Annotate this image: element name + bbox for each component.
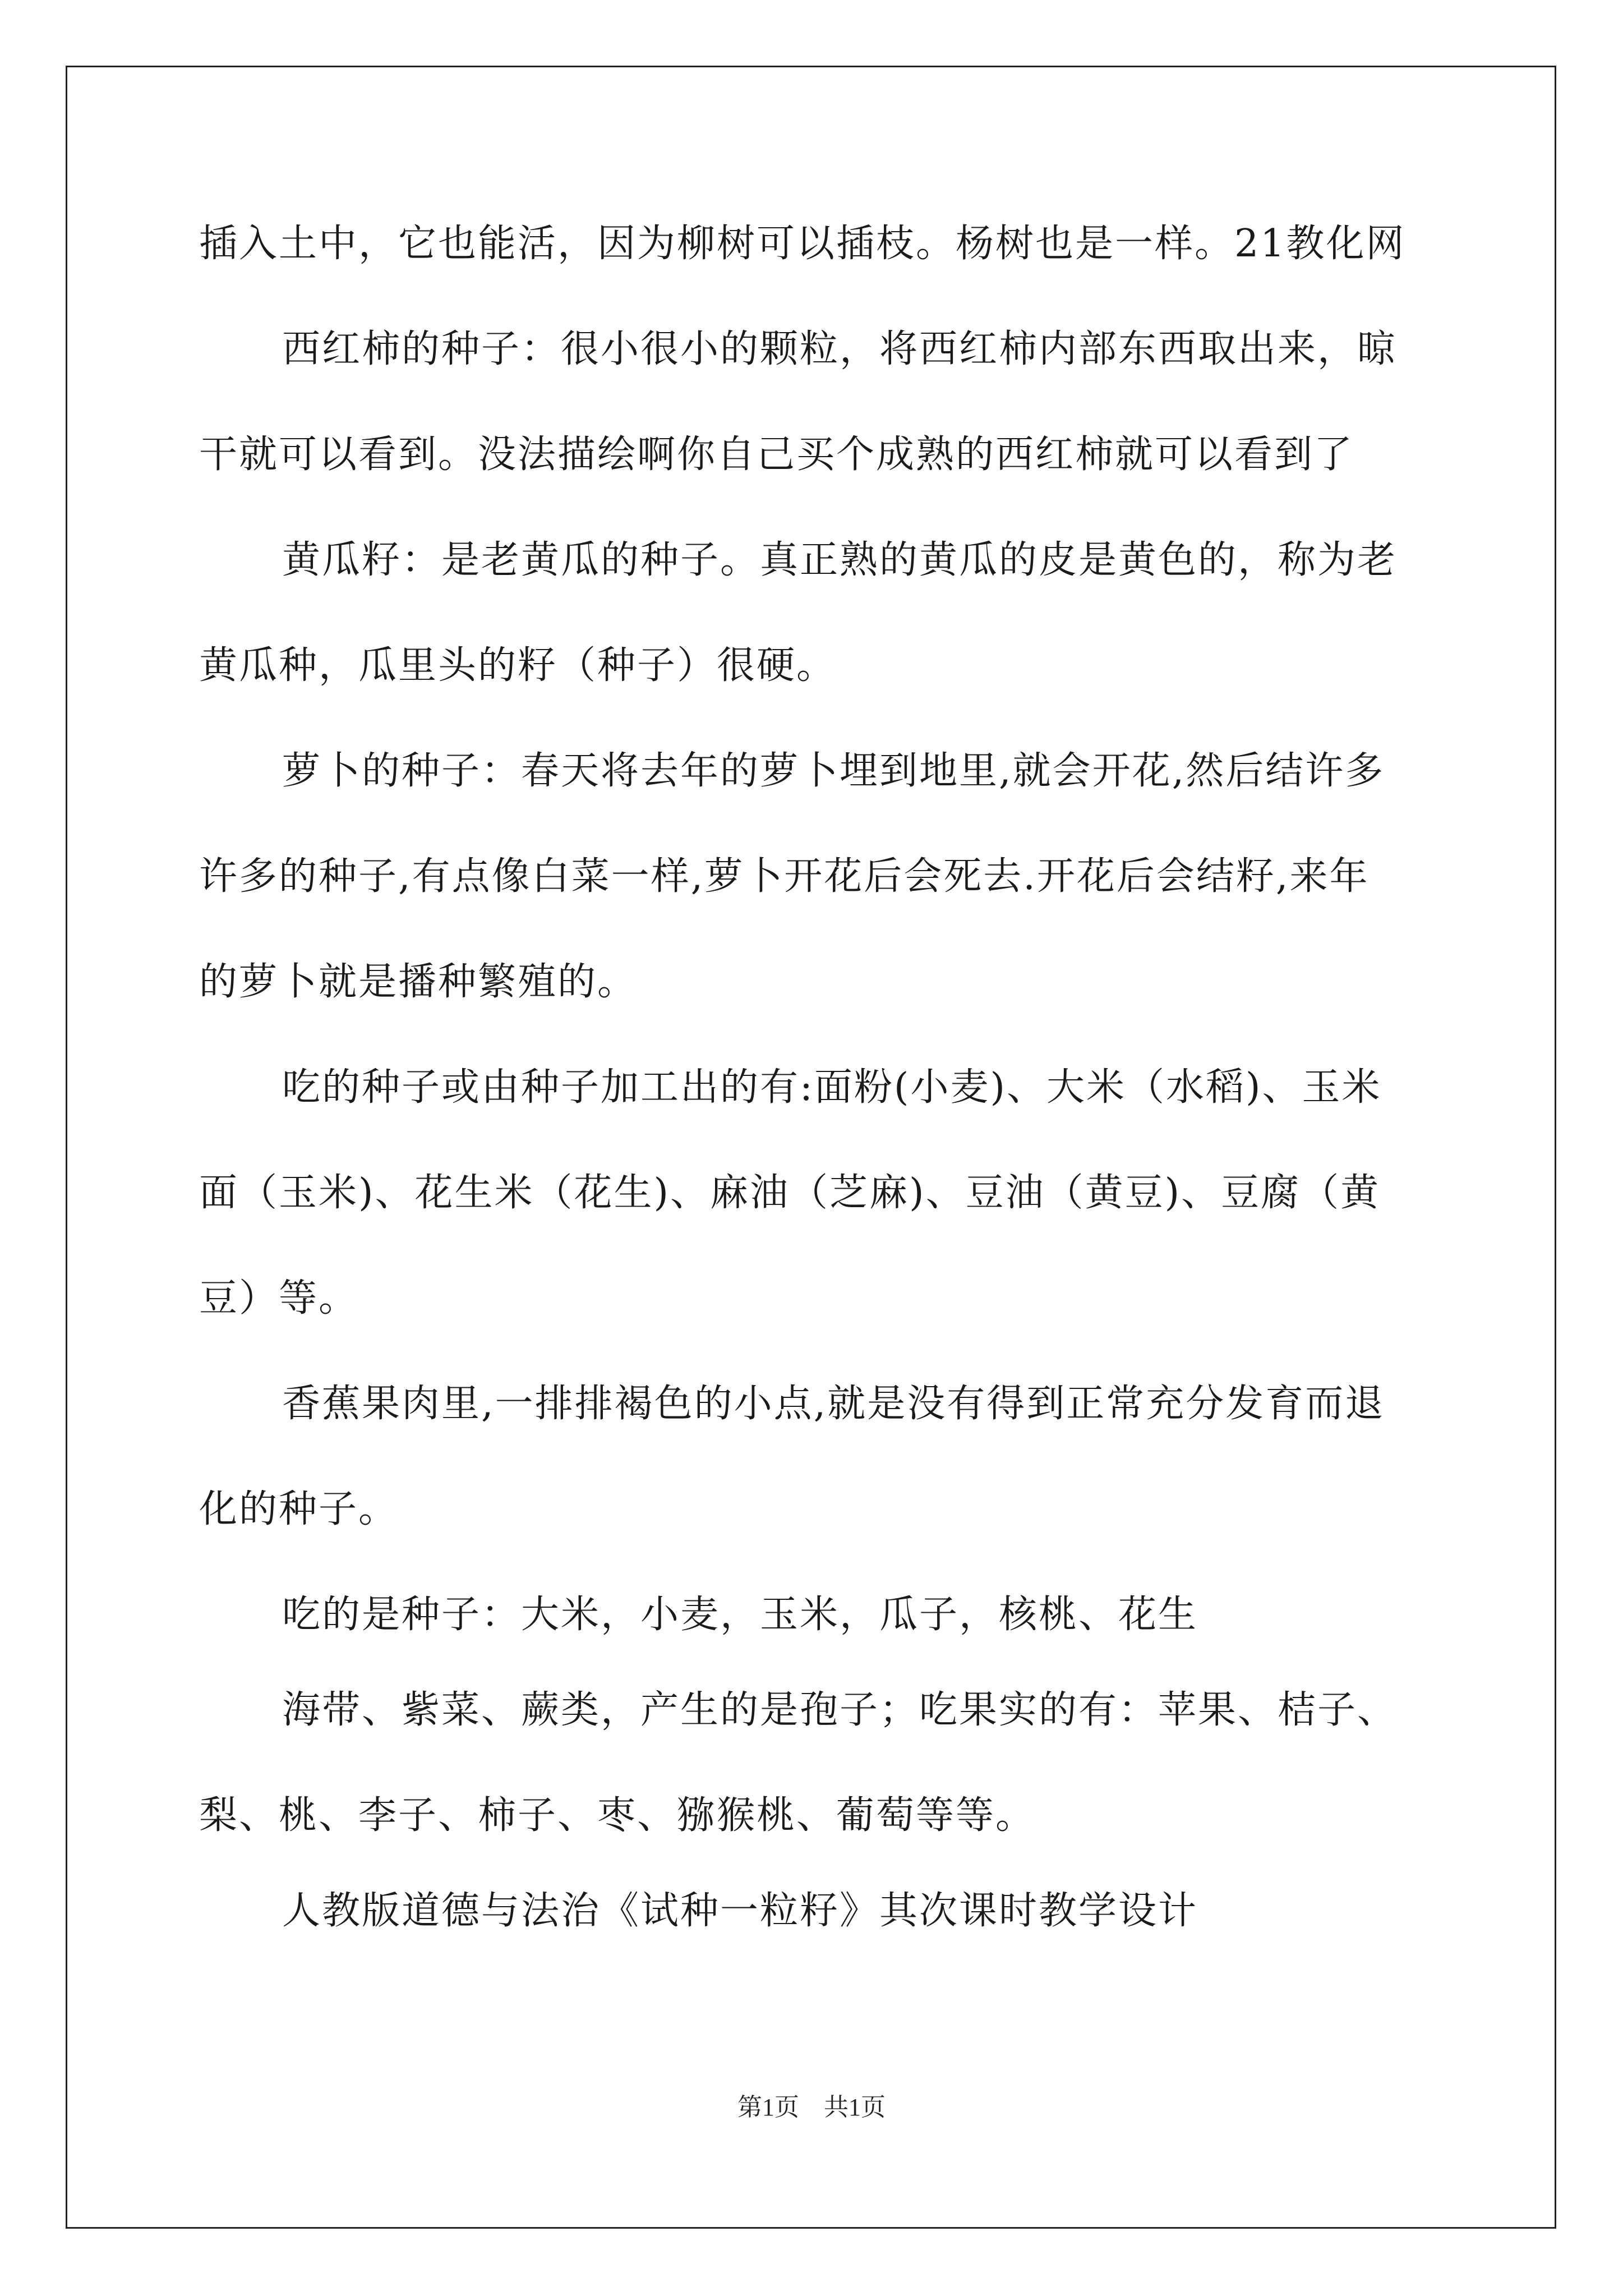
paragraph-line: 吃的是种子：大米，小麦，玉米，瓜子，核桃、花生	[282, 1593, 1198, 1637]
paragraph-line: 干就可以看到。没法描绘啊你自己买个成熟的西红柿就可以看到了	[199, 432, 1354, 477]
paragraph-line: 许多的种子,有点像白菜一样,萝卜开花后会死去.开花后会结籽,来年	[199, 854, 1370, 899]
paragraph-line: 西红柿的种子：很小很小的颗粒，将西红柿内部东西取出来，晾	[282, 327, 1398, 371]
paragraph-line: 面（玉米)、花生米（花生)、麻油（芝麻)、豆油（黄豆)、豆腐（黄	[199, 1171, 1381, 1215]
paragraph-line: 香蕉果肉里,一排排褐色的小点,就是没有得到正常充分发育而退	[282, 1382, 1385, 1426]
paragraph-line: 黄瓜籽：是老黄瓜的种子。真正熟的黄瓜的皮是黄色的，称为老	[282, 538, 1398, 582]
paragraph-line: 萝卜的种子：春天将去年的萝卜埋到地里,就会开花,然后结许多	[282, 749, 1385, 793]
paragraph-line: 豆）等。	[199, 1276, 359, 1320]
paragraph-line: 黄瓜种，瓜里头的籽（种子）很硬。	[199, 643, 837, 688]
paragraph-line: 梨、桃、李子、柿子、枣、猕猴桃、葡萄等等。	[199, 1793, 1036, 1838]
paragraph-line: 的萝卜就是播种繁殖的。	[199, 960, 638, 1004]
paragraph-line: 化的种子。	[199, 1487, 399, 1531]
paragraph-line: 人教版道德与法治《试种一粒籽》其次课时教学设计	[282, 1889, 1198, 1933]
paragraph-line: 海带、紫菜、蕨类，产生的是孢子；吃果实的有：苹果、桔子、	[282, 1688, 1398, 1732]
paragraph-line: 吃的种子或由种子加工出的有:面粉(小麦)、大米（水稻)、玉米	[282, 1065, 1382, 1110]
page-number-footer: 第1页 共1页	[737, 2093, 886, 2121]
paragraph-line: 插入土中，它也能活，因为柳树可以插枝。杨树也是一样。21教化网	[199, 222, 1406, 266]
